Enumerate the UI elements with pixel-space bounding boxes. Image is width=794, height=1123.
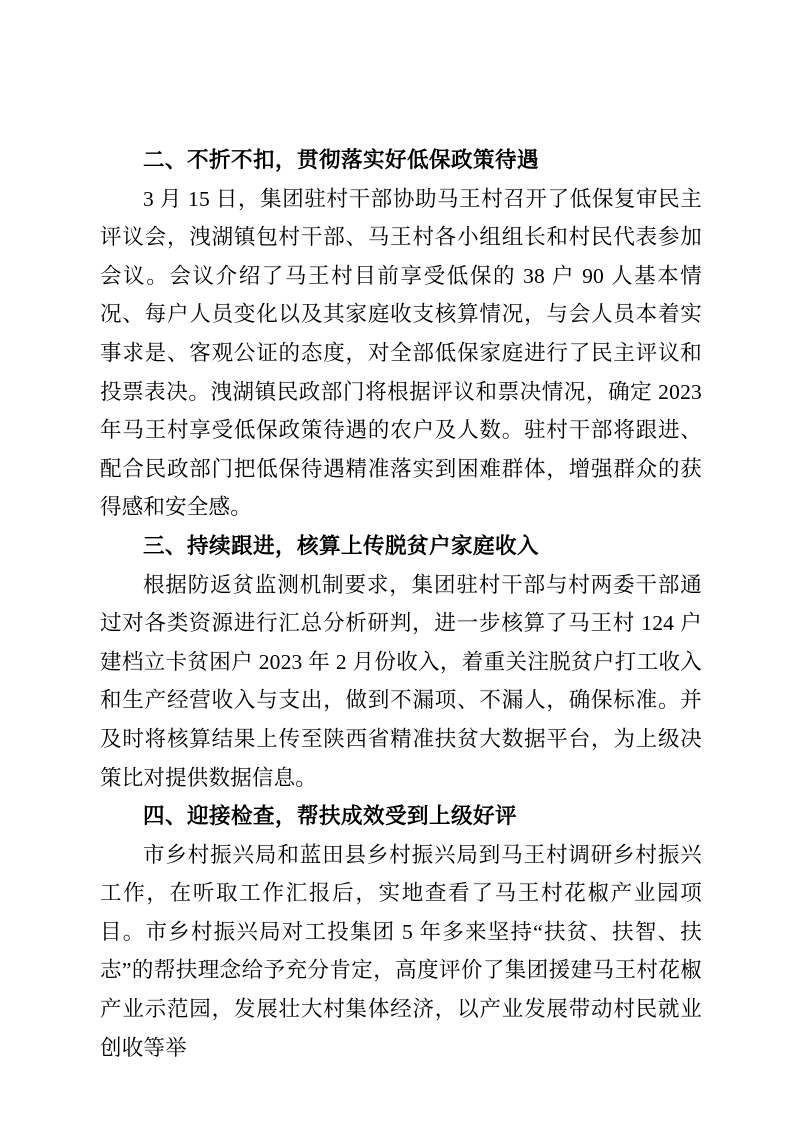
document-content [100, 141, 702, 1067]
section-heading-income-verification: 三、持续跟进，核算上传脱贫户家庭收入 [143, 533, 540, 558]
section-heading-inspection-praise: 四、迎接检查，帮扶成效受到上级好评 [143, 804, 518, 829]
paragraph-low-insurance-review: 3 月 15 日，集团驻村干部协助马王村召开了低保复审民主评议会，洩湖镇包村干部、马王村各小组组长和村民代表参加会议。会议介绍了马王村目前享受低保的 38 户 90 人基本情况、每户人员变化以及其家庭收支核算情况，与会人员本着实事求是、客观公证的态度，对全部低保家庭进行了民主评议和投票表决。洩湖镇民政部门将根据评议和票决情况，确定 2023 年马王村享受低保政策待遇的农户及人数。驻村干部将跟进、配合民政部门把低保待遇精准落实到困难群体，增强群众的获得感和安全感。 [100, 186, 702, 520]
paragraph-income-verification: 根据防返贫监测机制要求，集团驻村干部与村两委干部通过对各类资源进行汇总分析研判，进一步核算了马王村 124 户建档立卡贫困户 2023 年 2 月份收入，着重关注脱贫户打工收入和生产经营收入与支出，做到不漏项、不漏人，确保标准。并及时将核算结果上传至陕西省精准扶贫大数据平台，为上级决策比对提供数据信息。 [100, 572, 702, 790]
section-heading-low-insurance-policy: 二、不折不扣，贯彻落实好低保政策待遇 [143, 148, 540, 172]
paragraph-inspection-praise: 市乡村振兴局和蓝田县乡村振兴局到马王村调研乡村振兴工作，在听取工作汇报后，实地查看了马王村花椒产业园项目。市乡村振兴局对工投集团 5 年多来坚持“扶贫、扶智、扶志”的帮扶理念给予充分肯定，高度评价了集团援建马王村花椒产业示范园，发展壮大村集体经济，以产业发展带动村民就业创收等举 [100, 842, 702, 1060]
